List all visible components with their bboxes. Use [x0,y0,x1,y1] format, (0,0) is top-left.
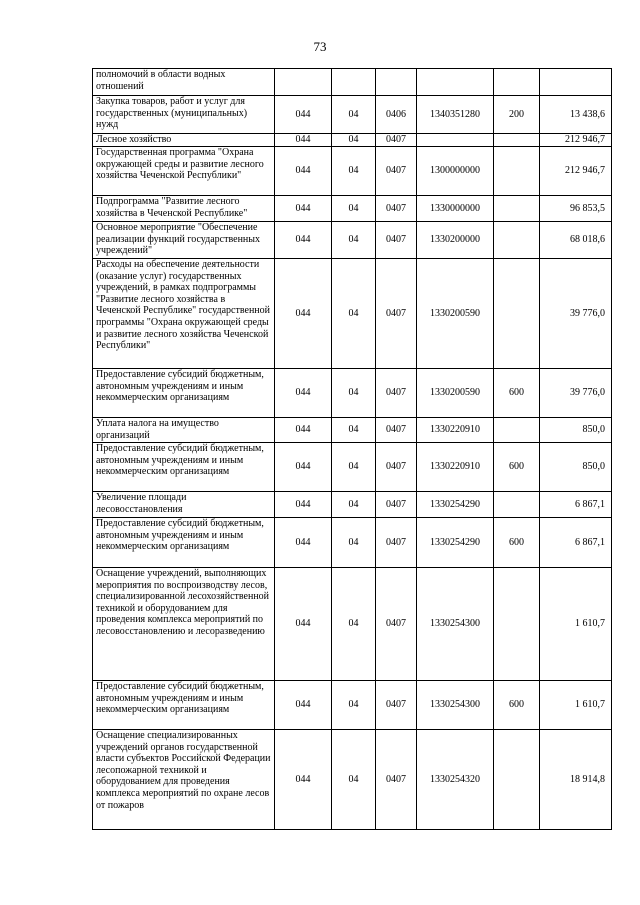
row-expense-type [494,492,540,518]
table-row [93,492,612,518]
row-section: 04 [332,443,376,492]
table-row [93,568,612,681]
row-expense-type [494,568,540,681]
row-name: Увеличение площади лесовосстановления [93,492,275,518]
row-expense-type [494,196,540,222]
table-row [93,69,612,96]
row-name: Предоставление субсидий бюджетным, автономным учреждениям и иным некоммерческим организациям [93,443,275,492]
row-name: Предоставление субсидий бюджетным, автономным учреждениям и иным некоммерческим организациям [93,369,275,418]
row-name: Предоставление субсидий бюджетным, автономным учреждениям и иным некоммерческим организациям [93,518,275,568]
row-target-article: 1340351280 [417,96,494,134]
table-row [93,259,612,369]
row-target-article [417,69,494,96]
row-expense-type: 600 [494,518,540,568]
budget-table-body [93,69,612,830]
row-section: 04 [332,518,376,568]
row-amount: 13 438,6 [540,96,612,134]
row-expense-type: 600 [494,443,540,492]
row-subsection: 0407 [376,259,417,369]
row-subsection: 0407 [376,730,417,830]
row-subsection: 0407 [376,196,417,222]
table-row [93,369,612,418]
row-target-article [417,134,494,147]
row-section: 04 [332,196,376,222]
row-target-article: 1330220910 [417,418,494,443]
row-subsection: 0407 [376,134,417,147]
row-amount: 850,0 [540,418,612,443]
row-name: Предоставление субсидий бюджетным, автономным учреждениям и иным некоммерческим организациям [93,681,275,730]
row-subsection: 0407 [376,443,417,492]
row-subsection: 0407 [376,222,417,259]
table-row [93,222,612,259]
table-row [93,96,612,134]
row-subsection: 0407 [376,681,417,730]
row-subsection: 0407 [376,492,417,518]
row-amount: 39 776,0 [540,369,612,418]
row-grbs: 044 [275,369,332,418]
row-expense-type: 600 [494,681,540,730]
row-name: Государственная программа "Охрана окружающей среды и развитие лесного хозяйства Чеченской Республики" [93,147,275,196]
row-name: полномочий в области водных отношений [93,69,275,96]
row-grbs: 044 [275,730,332,830]
row-amount [540,69,612,96]
row-amount: 39 776,0 [540,259,612,369]
row-name: Расходы на обеспечение деятельности (оказание услуг) государственных учреждений, в рамках подпрограммы "Развитие лесного хозяйства в Чеченской Республике" государственной программы "Охрана окружающей среды и развитие лесного хозяйства Чеченской Республики" [93,259,275,369]
row-grbs: 044 [275,492,332,518]
row-expense-type [494,147,540,196]
row-name: Уплата налога на имущество организаций [93,418,275,443]
table-row [93,681,612,730]
row-target-article: 1330254300 [417,568,494,681]
row-grbs: 044 [275,518,332,568]
row-section: 04 [332,147,376,196]
page-number: 73 [313,39,327,54]
row-amount: 212 946,7 [540,134,612,147]
table-row [93,134,612,147]
row-subsection: 0407 [376,568,417,681]
row-section [332,69,376,96]
row-subsection: 0407 [376,518,417,568]
row-grbs: 044 [275,96,332,134]
row-name: Лесное хозяйство [93,134,275,147]
row-grbs: 044 [275,147,332,196]
row-expense-type: 600 [494,369,540,418]
row-amount: 6 867,1 [540,518,612,568]
row-name: Оснащение учреждений, выполняющих мероприятия по воспроизводству лесов, специализированной лесохозяйственной техникой и оборудованием для проведения комплекса мероприятий по лесовосстановлению и лесоразведению [93,568,275,681]
row-subsection: 0406 [376,96,417,134]
row-expense-type [494,69,540,96]
row-grbs: 044 [275,418,332,443]
row-name: Основное мероприятие "Обеспечение реализации функций государственных учреждений" [93,222,275,259]
row-section: 04 [332,222,376,259]
row-amount: 18 914,8 [540,730,612,830]
table-row [93,147,612,196]
row-expense-type [494,259,540,369]
row-grbs: 044 [275,134,332,147]
row-name: Закупка товаров, работ и услуг для государственных (муниципальных) нужд [93,96,275,134]
row-expense-type: 200 [494,96,540,134]
budget-table [92,68,612,830]
row-section: 04 [332,418,376,443]
row-target-article: 1330254290 [417,492,494,518]
table-row [93,518,612,568]
row-target-article: 1330200590 [417,259,494,369]
row-expense-type [494,730,540,830]
row-amount: 68 018,6 [540,222,612,259]
row-name: Оснащение специализированных учреждений органов государственной власти субъектов Российской Федерации лесопожарной техникой и оборудованием для проведения комплекса мероприятий по охране лесов от пожаров [93,730,275,830]
row-section: 04 [332,730,376,830]
row-section: 04 [332,96,376,134]
row-amount: 96 853,5 [540,196,612,222]
row-expense-type [494,222,540,259]
row-amount: 6 867,1 [540,492,612,518]
row-target-article: 1330254290 [417,518,494,568]
row-section: 04 [332,568,376,681]
row-subsection: 0407 [376,418,417,443]
row-section: 04 [332,259,376,369]
row-target-article: 1330254300 [417,681,494,730]
row-section: 04 [332,492,376,518]
row-name: Подпрограмма "Развитие лесного хозяйства в Чеченской Республике" [93,196,275,222]
row-expense-type [494,134,540,147]
row-amount: 1 610,7 [540,568,612,681]
row-target-article: 1330000000 [417,196,494,222]
row-grbs: 044 [275,196,332,222]
table-row [93,443,612,492]
row-section: 04 [332,681,376,730]
row-target-article: 1330254320 [417,730,494,830]
row-target-article: 1330200590 [417,369,494,418]
row-grbs: 044 [275,222,332,259]
row-section: 04 [332,134,376,147]
row-section: 04 [332,369,376,418]
row-grbs [275,69,332,96]
row-grbs: 044 [275,681,332,730]
row-target-article: 1300000000 [417,147,494,196]
row-amount: 850,0 [540,443,612,492]
row-subsection: 0407 [376,369,417,418]
table-row [93,730,612,830]
row-target-article: 1330220910 [417,443,494,492]
row-subsection: 0407 [376,147,417,196]
table-row [93,418,612,443]
row-grbs: 044 [275,443,332,492]
table-row [93,196,612,222]
row-target-article: 1330200000 [417,222,494,259]
row-grbs: 044 [275,259,332,369]
row-amount: 1 610,7 [540,681,612,730]
row-subsection [376,69,417,96]
row-amount: 212 946,7 [540,147,612,196]
row-expense-type [494,418,540,443]
row-grbs: 044 [275,568,332,681]
